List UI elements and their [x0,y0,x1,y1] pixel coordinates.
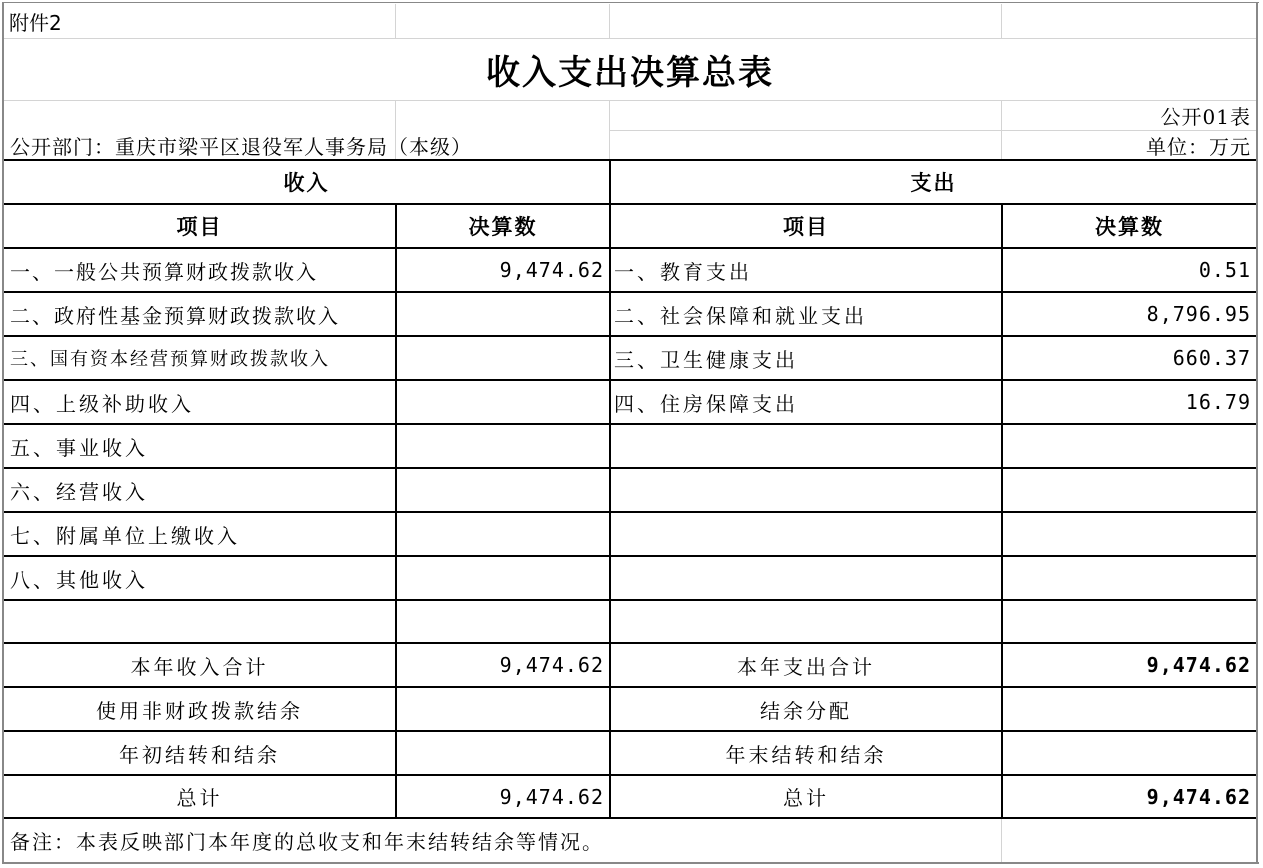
expense-total-amount [1003,688,1256,730]
footnote: 备注：本表反映部门本年度的总收支和年末结转结余等情况。 [10,830,604,854]
expense-item-cell [611,425,1001,467]
income-total-amount [397,688,609,730]
income-amount-cell [397,557,609,599]
expense-item-cell: 一、教育支出 [614,259,752,284]
income-amount-cell [397,601,609,642]
section-income-header: 收入 [283,171,330,195]
expense-total-amount: 9,474.62 [1146,653,1251,677]
income-amount-column-header: 决算数 [468,215,538,239]
income-total-label: 使用非财政拨款结余 [96,698,303,723]
expense-item-cell [611,601,1001,642]
expense-amount-cell: 16.79 [1185,390,1251,414]
expense-amount-cell [1003,425,1256,467]
page-title: 收入支出决算总表 [486,53,774,93]
expense-item-cell [611,557,1001,599]
income-grand-total-label: 总计 [176,786,223,810]
expense-total-label: 结余分配 [760,698,852,723]
expense-amount-cell [1003,601,1256,642]
section-expense-header: 支出 [910,171,957,195]
income-total-label: 本年收入合计 [130,654,269,679]
expense-amount-cell [1003,469,1256,511]
expense-item-cell [611,469,1001,511]
unit-label: 单位：万元 [1146,134,1251,159]
income-grand-total-amount: 9,474.62 [499,784,604,809]
income-item-cell: 五、事业收入 [10,435,148,460]
expense-amount-cell [1003,513,1256,555]
frame-right [1256,2,1258,864]
income-amount-cell [397,425,609,467]
expense-amount-column-header: 决算数 [1095,215,1164,239]
expense-grand-total-label: 总计 [783,786,829,810]
expense-item-column-header: 项目 [783,215,829,239]
expense-amount-cell: 660.37 [1172,346,1251,370]
table-code: 公开01表 [1160,105,1251,129]
expense-total-amount [1003,732,1256,774]
income-amount-cell [397,293,609,335]
income-item-cell [4,601,395,642]
expense-total-label: 本年支出合计 [737,654,875,679]
income-amount-cell [397,381,609,423]
income-total-amount [397,732,609,774]
income-item-cell: 四、上级补助收入 [10,391,194,416]
grid-line [395,4,396,38]
frame-top [2,2,1259,3]
income-item-cell: 六、经营收入 [10,479,148,504]
expense-amount-cell: 8,796.95 [1146,302,1251,326]
income-amount-cell [397,513,609,555]
expense-grand-total-amount: 9,474.62 [1146,784,1251,809]
grid-line [1001,818,1002,862]
income-item-cell: 三、国有资本经营预算财政拨款收入 [10,349,330,370]
income-item-cell: 二、政府性基金预算财政拨款收入 [10,303,340,328]
attachment-label: 附件2 [9,10,62,35]
income-item-cell: 八、其他收入 [10,567,148,592]
expense-amount-cell [1003,557,1256,599]
frame-bottom [2,862,1259,864]
income-item-cell: 一、一般公共预算财政拨款收入 [10,259,318,284]
expense-item-cell: 三、卫生健康支出 [614,347,798,372]
income-amount-cell: 9,474.62 [499,258,604,282]
grid-line [609,4,610,38]
grid-line [1001,4,1002,38]
income-item-cell: 七、附属单位上缴收入 [10,523,240,548]
expense-item-cell: 四、住房保障支出 [614,391,798,416]
expense-item-cell: 二、社会保障和就业支出 [614,303,867,328]
income-amount-cell [397,337,609,379]
expense-item-cell [611,513,1001,555]
expense-total-label: 年末结转和结余 [725,742,887,767]
income-total-amount: 9,474.62 [499,653,604,677]
expense-amount-cell: 0.51 [1198,258,1251,282]
income-amount-cell [397,469,609,511]
income-total-label: 年初结转和结余 [119,742,280,767]
department-label: 公开部门：重庆市梁平区退役军人事务局（本级） [10,134,472,159]
income-item-column-header: 项目 [176,215,223,239]
